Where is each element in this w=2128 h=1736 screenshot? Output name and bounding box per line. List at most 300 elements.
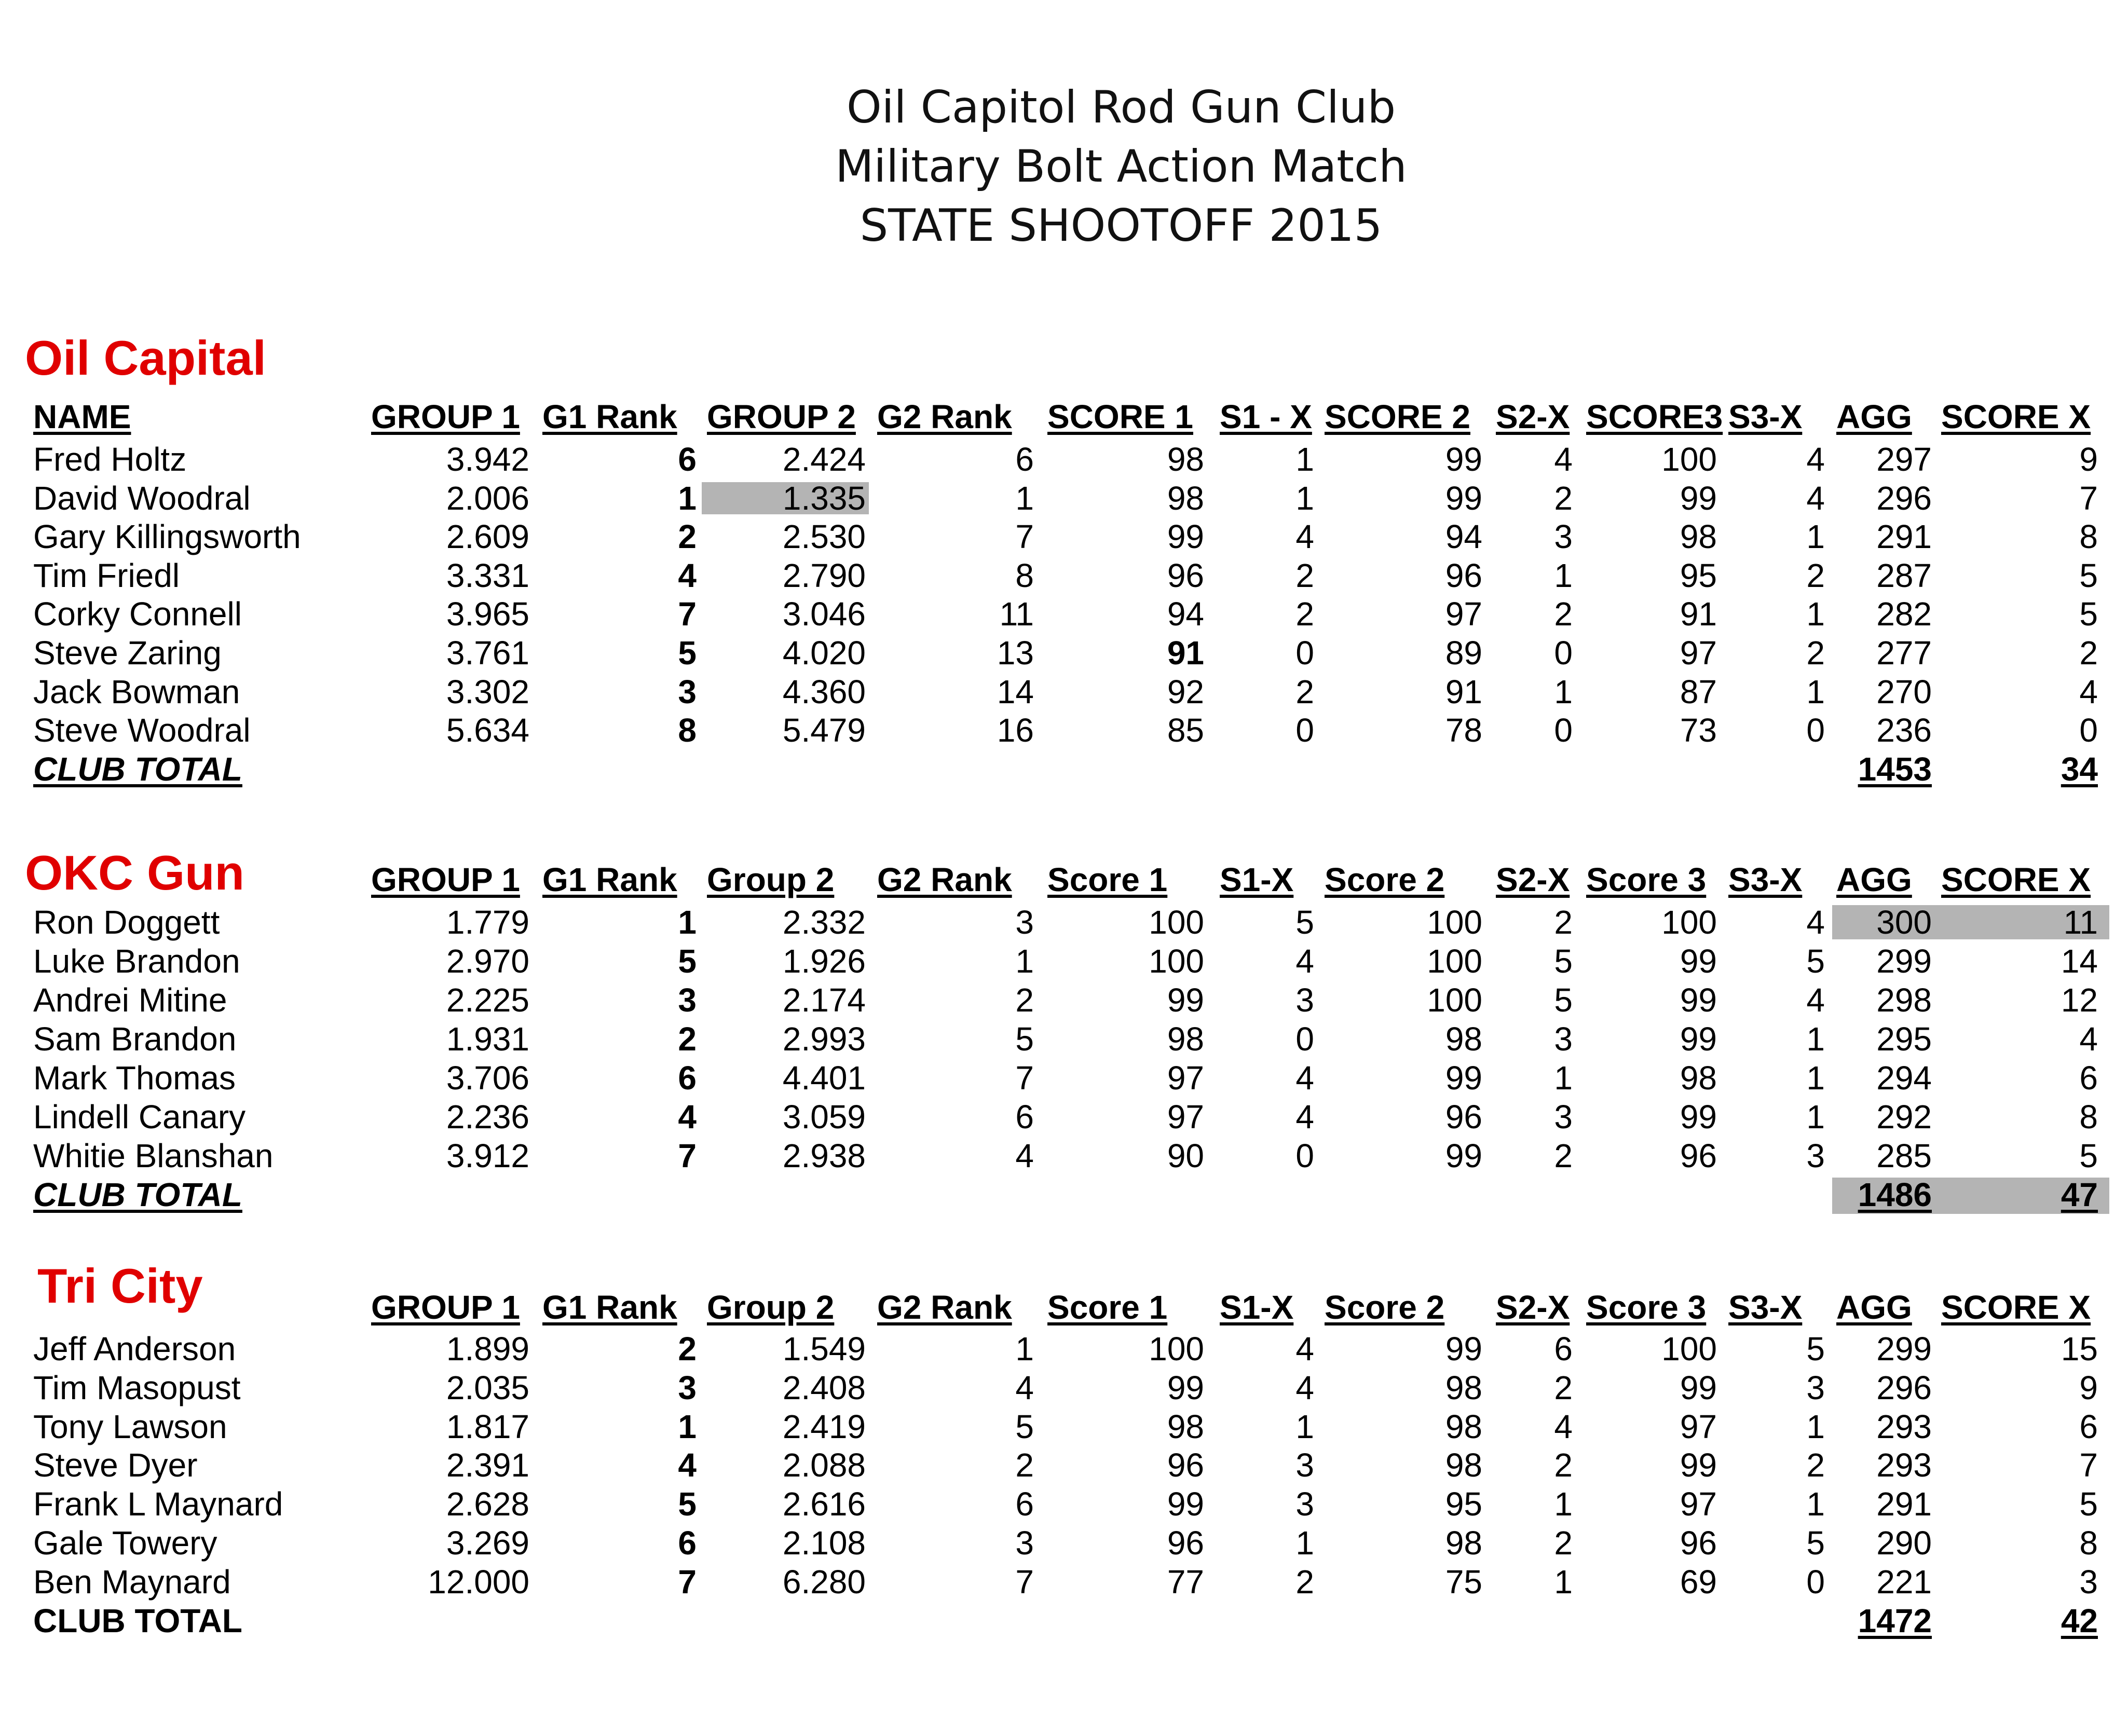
column-header-group-2: GROUP 2	[707, 398, 856, 435]
column-header-group-2: Group 2	[707, 861, 835, 898]
shooter-name: Gary Killingsworth	[33, 518, 301, 556]
shooter-name: Ben Maynard	[33, 1563, 231, 1601]
title-line-3: STATE SHOOTOFF 2015	[860, 200, 1383, 252]
cell-g1-rank: 4	[678, 556, 697, 594]
cell-score-x: 4	[2079, 673, 2098, 710]
cell-group-2: 2.108	[782, 1524, 866, 1562]
cell-agg: 292	[1876, 1098, 1932, 1136]
cell-score-x: 3	[2079, 1563, 2098, 1601]
cell-s1-x: 4	[1295, 1330, 1314, 1368]
column-header-score-3: SCORE3	[1586, 398, 1723, 435]
cell-g1-rank: 3	[678, 673, 697, 710]
cell-agg: 300	[1876, 904, 1932, 941]
cell-g1-rank: 8	[678, 712, 697, 749]
cell-s2-x: 6	[1554, 1330, 1573, 1368]
cell-score-2: 100	[1427, 942, 1482, 980]
cell-g1-rank: 1	[678, 904, 697, 941]
cell-agg: 296	[1876, 1369, 1932, 1406]
cell-score-2: 98	[1445, 1524, 1482, 1562]
cell-score-2: 89	[1445, 634, 1482, 672]
cell-s3-x: 1	[1806, 1485, 1825, 1523]
column-header-s2-x: S2-X	[1496, 1289, 1570, 1326]
cell-s3-x: 0	[1806, 712, 1825, 749]
cell-s3-x: 0	[1806, 1563, 1825, 1601]
shooter-name: Tony Lawson	[33, 1407, 227, 1445]
cell-s2-x: 2	[1554, 904, 1573, 941]
column-header-score-3: Score 3	[1586, 861, 1707, 898]
cell-s2-x: 4	[1554, 1407, 1573, 1445]
cell-score-1: 100	[1149, 942, 1204, 980]
cell-s3-x: 1	[1806, 595, 1825, 633]
cell-s3-x: 3	[1806, 1137, 1825, 1174]
cell-s3-x: 4	[1806, 904, 1825, 941]
cell-g1-rank: 6	[678, 441, 697, 478]
cell-score-x: 8	[2079, 1524, 2098, 1562]
cell-s3-x: 5	[1806, 1330, 1825, 1368]
cell-group-1: 2.970	[446, 942, 529, 980]
cell-agg: 221	[1876, 1563, 1932, 1601]
cell-score-x: 7	[2079, 479, 2098, 517]
cell-score-3: 96	[1680, 1137, 1717, 1174]
cell-s3-x: 4	[1806, 479, 1825, 517]
cell-group-1: 2.035	[446, 1369, 529, 1406]
cell-s3-x: 1	[1806, 1098, 1825, 1136]
column-header-score-2: Score 2	[1325, 1289, 1445, 1326]
cell-score-2: 98	[1445, 1407, 1482, 1445]
cell-s2-x: 1	[1554, 1059, 1573, 1097]
cell-group-2: 2.616	[782, 1485, 866, 1523]
cell-group-2: 1.335	[782, 479, 866, 517]
club-total-label: CLUB TOTAL	[33, 1602, 242, 1639]
cell-score-2: 78	[1445, 712, 1482, 749]
cell-s1-x: 2	[1295, 673, 1314, 710]
column-header-s1-x: S1-X	[1220, 861, 1294, 898]
column-header-score-1: SCORE 1	[1047, 398, 1193, 435]
cell-score-1: 96	[1167, 1524, 1204, 1562]
cell-score-3: 99	[1680, 981, 1717, 1019]
cell-score-1: 99	[1167, 1369, 1204, 1406]
cell-score-3: 98	[1680, 1059, 1717, 1097]
title-line-1: Oil Capitol Rod Gun Club	[846, 81, 1396, 133]
club-name: Tri City	[37, 1259, 203, 1313]
cell-score-3: 73	[1680, 712, 1717, 749]
column-header-s2-x: S2-X	[1496, 398, 1570, 435]
cell-score-1: 94	[1167, 595, 1204, 633]
cell-g1-rank: 2	[678, 518, 697, 556]
column-header-group-2: Group 2	[707, 1289, 835, 1326]
cell-s1-x: 3	[1295, 981, 1314, 1019]
shooter-name: Ron Doggett	[33, 904, 220, 941]
shooter-name: Steve Zaring	[33, 634, 222, 672]
column-header-s2-x: S2-X	[1496, 861, 1570, 898]
cell-s2-x: 2	[1554, 1524, 1573, 1562]
cell-group-2: 2.424	[782, 441, 866, 478]
cell-score-2: 96	[1445, 1098, 1482, 1136]
column-header-g1-rank: G1 Rank	[542, 398, 677, 435]
cell-score-x: 14	[2061, 942, 2098, 980]
shooter-name: Steve Dyer	[33, 1446, 198, 1484]
cell-score-1: 99	[1167, 981, 1204, 1019]
cell-g2-rank: 4	[1015, 1369, 1034, 1406]
cell-score-2: 98	[1445, 1369, 1482, 1406]
column-header-group-1: GROUP 1	[371, 1289, 520, 1326]
column-header-agg: AGG	[1836, 398, 1912, 435]
column-header-s1-x: S1 - X	[1220, 398, 1312, 435]
cell-group-1: 1.899	[446, 1330, 529, 1368]
cell-s1-x: 1	[1295, 1524, 1314, 1562]
cell-score-3: 98	[1680, 518, 1717, 556]
shooter-name: Gale Towery	[33, 1524, 217, 1562]
cell-score-x: 8	[2079, 1098, 2098, 1136]
cell-s1-x: 2	[1295, 595, 1314, 633]
cell-group-1: 2.225	[446, 981, 529, 1019]
cell-g1-rank: 6	[678, 1524, 697, 1562]
cell-s3-x: 2	[1806, 1446, 1825, 1484]
shooter-name: Frank L Maynard	[33, 1485, 283, 1523]
cell-g2-rank: 3	[1015, 1524, 1034, 1562]
shooter-name: Steve Woodral	[33, 712, 251, 749]
cell-s2-x: 1	[1554, 673, 1573, 710]
cell-score-1: 90	[1167, 1137, 1204, 1174]
cell-score-3: 97	[1680, 634, 1717, 672]
column-header-score-x: SCORE X	[1941, 861, 2091, 898]
shooter-name: Fred Holtz	[33, 441, 187, 478]
cell-score-1: 96	[1167, 1446, 1204, 1484]
cell-agg: 290	[1876, 1524, 1932, 1562]
cell-group-1: 5.634	[446, 712, 529, 749]
cell-group-2: 2.174	[782, 981, 866, 1019]
cell-g2-rank: 14	[997, 673, 1034, 710]
cell-score-2: 91	[1445, 673, 1482, 710]
column-header-score-1: Score 1	[1047, 1289, 1168, 1326]
column-header-s3-x: S3-X	[1728, 861, 1803, 898]
club-name: Oil Capital	[25, 331, 266, 385]
club-total-label: CLUB TOTAL	[33, 750, 242, 788]
cell-s1-x: 3	[1295, 1446, 1314, 1484]
cell-score-1: 99	[1167, 518, 1204, 556]
cell-group-1: 12.000	[428, 1563, 529, 1601]
cell-score-3: 96	[1680, 1524, 1717, 1562]
cell-score-3: 69	[1680, 1563, 1717, 1601]
cell-score-3: 87	[1680, 673, 1717, 710]
cell-agg: 293	[1876, 1446, 1932, 1484]
cell-s2-x: 1	[1554, 1485, 1573, 1523]
shooter-name: Andrei Mitine	[33, 981, 227, 1019]
cell-group-2: 6.280	[782, 1563, 866, 1601]
cell-score-3: 99	[1680, 1369, 1717, 1406]
cell-agg: 291	[1876, 1485, 1932, 1523]
cell-agg: 282	[1876, 595, 1932, 633]
column-header-g2-rank: G2 Rank	[877, 861, 1012, 898]
club-total-label: CLUB TOTAL	[33, 1176, 242, 1213]
cell-s3-x: 5	[1806, 1524, 1825, 1562]
cell-g1-rank: 2	[678, 1330, 697, 1368]
shooter-name: David Woodral	[33, 479, 251, 517]
club-total-score-x: 34	[2061, 750, 2098, 788]
cell-score-x: 11	[2063, 904, 2098, 941]
column-header-score-2: SCORE 2	[1325, 398, 1470, 435]
cell-s1-x: 5	[1295, 904, 1314, 941]
cell-g2-rank: 5	[1015, 1020, 1034, 1058]
title-line-2: Military Bolt Action Match	[835, 141, 1407, 193]
cell-g2-rank: 1	[1015, 479, 1034, 517]
cell-score-3: 100	[1661, 904, 1717, 941]
column-header-group-1: GROUP 1	[371, 398, 520, 435]
cell-g1-rank: 5	[678, 1485, 697, 1523]
cell-g2-rank: 5	[1015, 1407, 1034, 1445]
cell-group-2: 2.332	[782, 904, 866, 941]
cell-score-2: 98	[1445, 1020, 1482, 1058]
cell-score-2: 75	[1445, 1563, 1482, 1601]
cell-score-2: 95	[1445, 1485, 1482, 1523]
club-total-agg: 1472	[1858, 1602, 1932, 1639]
cell-s2-x: 4	[1554, 441, 1573, 478]
cell-g1-rank: 5	[678, 634, 697, 672]
cell-g2-rank: 7	[1015, 518, 1034, 556]
column-header-g1-rank: G1 Rank	[542, 1289, 677, 1326]
club-total-agg: 1453	[1858, 750, 1932, 788]
cell-agg: 298	[1876, 981, 1932, 1019]
cell-score-x: 9	[2079, 1369, 2098, 1406]
cell-g1-rank: 6	[678, 1059, 697, 1097]
cell-agg: 294	[1876, 1059, 1932, 1097]
cell-s3-x: 5	[1806, 942, 1825, 980]
cell-group-1: 2.236	[446, 1098, 529, 1136]
cell-s3-x: 1	[1806, 1059, 1825, 1097]
cell-score-2: 100	[1427, 981, 1482, 1019]
shooter-name: Jack Bowman	[33, 673, 240, 710]
cell-s1-x: 2	[1295, 556, 1314, 594]
cell-score-3: 97	[1680, 1407, 1717, 1445]
cell-group-1: 1.817	[446, 1407, 529, 1445]
cell-score-2: 98	[1445, 1446, 1482, 1484]
cell-score-1: 85	[1167, 712, 1204, 749]
club-total-agg: 1486	[1858, 1176, 1932, 1213]
club-total-score-x: 47	[2061, 1176, 2098, 1213]
cell-score-3: 99	[1680, 479, 1717, 517]
column-header-g2-rank: G2 Rank	[877, 1289, 1012, 1326]
cell-s1-x: 4	[1295, 518, 1314, 556]
cell-s2-x: 1	[1554, 1563, 1573, 1601]
cell-s1-x: 2	[1295, 1563, 1314, 1601]
cell-group-1: 3.302	[446, 673, 529, 710]
cell-score-x: 4	[2079, 1020, 2098, 1058]
cell-g2-rank: 4	[1015, 1137, 1034, 1174]
cell-g1-rank: 5	[678, 942, 697, 980]
column-header-score-1: Score 1	[1047, 861, 1168, 898]
cell-s1-x: 1	[1295, 1407, 1314, 1445]
cell-g1-rank: 7	[678, 1137, 697, 1174]
cell-score-1: 77	[1167, 1563, 1204, 1601]
cell-group-1: 2.628	[446, 1485, 529, 1523]
cell-score-2: 96	[1445, 556, 1482, 594]
column-header-s3-x: S3-X	[1728, 398, 1803, 435]
cell-s1-x: 0	[1295, 1020, 1314, 1058]
cell-g1-rank: 1	[678, 479, 697, 517]
cell-s1-x: 1	[1295, 479, 1314, 517]
cell-s2-x: 2	[1554, 595, 1573, 633]
cell-agg: 295	[1876, 1020, 1932, 1058]
cell-score-3: 100	[1661, 441, 1717, 478]
cell-score-3: 97	[1680, 1485, 1717, 1523]
cell-s2-x: 0	[1554, 634, 1573, 672]
cell-group-1: 3.942	[446, 441, 529, 478]
cell-group-2: 2.408	[782, 1369, 866, 1406]
cell-score-3: 99	[1680, 1446, 1717, 1484]
cell-score-1: 98	[1167, 1407, 1204, 1445]
cell-score-1: 91	[1167, 634, 1204, 672]
report-title	[0, 78, 2128, 255]
cell-agg: 299	[1876, 942, 1932, 980]
cell-s3-x: 1	[1806, 673, 1825, 710]
cell-agg: 299	[1876, 1330, 1932, 1368]
column-header-agg: AGG	[1836, 861, 1912, 898]
cell-score-x: 15	[2061, 1330, 2098, 1368]
cell-score-3: 99	[1680, 1098, 1717, 1136]
shooter-name: Corky Connell	[33, 595, 242, 633]
shooter-name: Tim Friedl	[33, 556, 180, 594]
cell-g1-rank: 7	[678, 595, 697, 633]
cell-g2-rank: 13	[997, 634, 1034, 672]
cell-group-2: 5.479	[782, 712, 866, 749]
cell-group-2: 2.530	[782, 518, 866, 556]
cell-g2-rank: 6	[1015, 1098, 1034, 1136]
cell-g2-rank: 3	[1015, 904, 1034, 941]
cell-score-3: 95	[1680, 556, 1717, 594]
cell-g1-rank: 4	[678, 1446, 697, 1484]
cell-score-1: 92	[1167, 673, 1204, 710]
cell-g1-rank: 7	[678, 1563, 697, 1601]
shooter-name: Jeff Anderson	[33, 1330, 236, 1368]
cell-group-2: 2.419	[782, 1407, 866, 1445]
cell-score-2: 94	[1445, 518, 1482, 556]
cell-agg: 291	[1876, 518, 1932, 556]
cell-s1-x: 0	[1295, 1137, 1314, 1174]
cell-s2-x: 2	[1554, 1446, 1573, 1484]
cell-group-1: 3.761	[446, 634, 529, 672]
cell-s3-x: 1	[1806, 518, 1825, 556]
cell-agg: 236	[1876, 712, 1932, 749]
cell-score-1: 100	[1149, 1330, 1204, 1368]
cell-group-2: 2.088	[782, 1446, 866, 1484]
cell-group-1: 3.965	[446, 595, 529, 633]
cell-score-1: 97	[1167, 1059, 1204, 1097]
cell-score-2: 99	[1445, 479, 1482, 517]
column-header-score-x: SCORE X	[1941, 1289, 2091, 1326]
cell-s1-x: 4	[1295, 1059, 1314, 1097]
cell-g1-rank: 3	[678, 1369, 697, 1406]
cell-score-1: 99	[1167, 1485, 1204, 1523]
cell-group-1: 3.269	[446, 1524, 529, 1562]
cell-score-x: 0	[2079, 712, 2098, 749]
cell-g2-rank: 7	[1015, 1563, 1034, 1601]
cell-score-1: 98	[1167, 1020, 1204, 1058]
shooter-name: Whitie Blanshan	[33, 1137, 274, 1174]
cell-agg: 285	[1876, 1137, 1932, 1174]
cell-score-2: 99	[1445, 441, 1482, 478]
cell-score-3: 99	[1680, 1020, 1717, 1058]
cell-s3-x: 1	[1806, 1407, 1825, 1445]
cell-score-x: 2	[2079, 634, 2098, 672]
cell-s2-x: 0	[1554, 712, 1573, 749]
cell-s2-x: 2	[1554, 479, 1573, 517]
cell-s1-x: 4	[1295, 1098, 1314, 1136]
cell-s1-x: 0	[1295, 634, 1314, 672]
club-total-score-x: 42	[2061, 1602, 2098, 1639]
cell-agg: 277	[1876, 634, 1932, 672]
shooter-name: Sam Brandon	[33, 1020, 237, 1058]
column-header-score-2: Score 2	[1325, 861, 1445, 898]
cell-group-2: 3.059	[782, 1098, 866, 1136]
cell-score-2: 99	[1445, 1059, 1482, 1097]
cell-group-1: 3.912	[446, 1137, 529, 1174]
cell-g1-rank: 1	[678, 1407, 697, 1445]
cell-g2-rank: 6	[1015, 1485, 1034, 1523]
cell-score-x: 9	[2079, 441, 2098, 478]
cell-s2-x: 1	[1554, 556, 1573, 594]
cell-score-x: 5	[2079, 595, 2098, 633]
cell-g2-rank: 2	[1015, 1446, 1034, 1484]
cell-score-1: 98	[1167, 479, 1204, 517]
cell-g2-rank: 11	[999, 595, 1034, 633]
cell-s3-x: 2	[1806, 556, 1825, 594]
cell-score-x: 5	[2079, 1485, 2098, 1523]
column-header-g2-rank: G2 Rank	[877, 398, 1012, 435]
shooter-name: Tim Masopust	[33, 1369, 241, 1406]
cell-group-1: 1.931	[446, 1020, 529, 1058]
cell-s2-x: 3	[1554, 518, 1573, 556]
cell-agg: 270	[1876, 673, 1932, 710]
cell-s3-x: 3	[1806, 1369, 1825, 1406]
shooter-name: Mark Thomas	[33, 1059, 236, 1097]
cell-g2-rank: 1	[1015, 942, 1034, 980]
cell-s1-x: 4	[1295, 1369, 1314, 1406]
cell-score-1: 97	[1167, 1098, 1204, 1136]
cell-s2-x: 2	[1554, 1369, 1573, 1406]
cell-score-x: 5	[2079, 556, 2098, 594]
cell-group-1: 2.609	[446, 518, 529, 556]
cell-score-x: 8	[2079, 518, 2098, 556]
shooter-name: Lindell Canary	[33, 1098, 246, 1136]
cell-group-2: 2.790	[782, 556, 866, 594]
column-header-g1-rank: G1 Rank	[542, 861, 677, 898]
cell-s1-x: 0	[1295, 712, 1314, 749]
cell-group-2: 3.046	[782, 595, 866, 633]
cell-score-1: 100	[1149, 904, 1204, 941]
cell-g2-rank: 6	[1015, 441, 1034, 478]
column-header-name: NAME	[33, 398, 131, 435]
cell-score-3: 91	[1680, 595, 1717, 633]
cell-group-1: 2.006	[446, 479, 529, 517]
club-name: OKC Gun	[25, 845, 244, 900]
cell-group-2: 2.938	[782, 1137, 866, 1174]
cell-g1-rank: 2	[678, 1020, 697, 1058]
cell-group-2: 1.549	[782, 1330, 866, 1368]
shooter-name: Luke Brandon	[33, 942, 240, 980]
cell-score-3: 99	[1680, 942, 1717, 980]
cell-s2-x: 3	[1554, 1020, 1573, 1058]
cell-g2-rank: 7	[1015, 1059, 1034, 1097]
cell-group-1: 2.391	[446, 1446, 529, 1484]
cell-g2-rank: 16	[997, 712, 1034, 749]
cell-agg: 287	[1876, 556, 1932, 594]
column-header-s1-x: S1-X	[1220, 1289, 1294, 1326]
cell-s2-x: 5	[1554, 981, 1573, 1019]
cell-s1-x: 1	[1295, 441, 1314, 478]
cell-g2-rank: 8	[1015, 556, 1034, 594]
cell-group-2: 4.020	[782, 634, 866, 672]
cell-agg: 293	[1876, 1407, 1932, 1445]
